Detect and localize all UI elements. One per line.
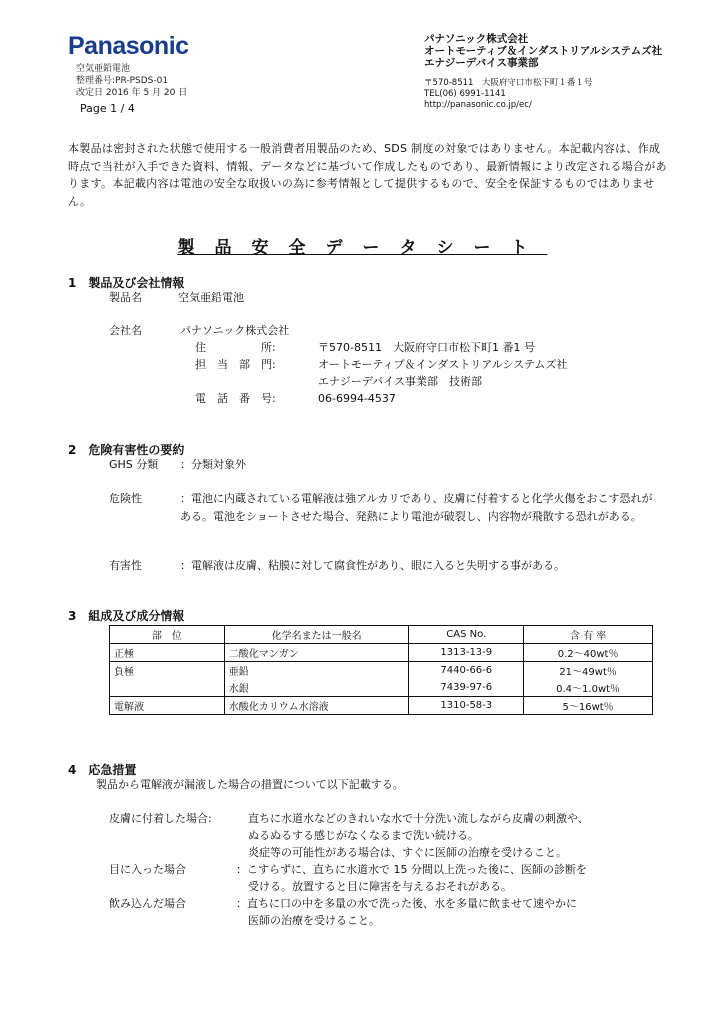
department-label: 担 当 部 門: bbox=[195, 358, 276, 371]
column-header: 含 有 率 bbox=[524, 626, 653, 644]
ghs-label: GHS 分類 bbox=[109, 458, 159, 471]
table-cell: 7440-66-6 bbox=[409, 662, 524, 680]
table-row bbox=[110, 644, 653, 662]
product-label: 製品名 bbox=[109, 291, 142, 304]
document-number: 整理番号:PR-PSDS-01 bbox=[76, 76, 169, 86]
table-cell: 0.4～1.0wt％ bbox=[524, 679, 653, 697]
table-cell: 正極 bbox=[110, 644, 225, 662]
company-address: 〒570-8511 大阪府守口市松下町１番１号 bbox=[424, 78, 593, 88]
table-row bbox=[110, 662, 653, 680]
skin-text-2: ぬるぬるする感じがなくなるまで洗い続ける。 bbox=[248, 829, 479, 842]
skin-text-1: 直ちに水道水などのきれいな水で十分洗い流しながら皮膚の刺激や、 bbox=[248, 812, 589, 825]
address-value: 〒570-8511 大阪府守口市松下町1 番1 号 bbox=[318, 341, 535, 354]
table-cell bbox=[110, 679, 225, 697]
company-tel: TEL(06) 6991-1141 bbox=[424, 89, 506, 99]
department-value: オートモーティブ＆インダストリアルシステムズ社 bbox=[318, 358, 568, 371]
document-title: 製品安全データシート bbox=[177, 238, 548, 258]
address-label: 住 所: bbox=[195, 341, 276, 354]
department-value-2: エナジーデバイス事業部 技術部 bbox=[318, 375, 483, 388]
table-cell: 21～49wt％ bbox=[524, 662, 653, 680]
company-label: 会社名 bbox=[109, 324, 142, 337]
intro-paragraph: 本製品は密封された状態で使用する一般消費者用製品のため、SDS 制度の対象ではありません。本記載内容は、作成時点で当社が入手できた資料、情報、データなどに基づいて作成したものであり、最新情報により改定される場合があります。本記載内容は電池の安全な取扱いの為に参考情報として提供するもので、安全を保証するものではありません。 bbox=[68, 142, 667, 208]
column-header: 部 位 bbox=[110, 626, 225, 644]
toxicity-label: 有害性 bbox=[109, 559, 142, 572]
section-2-heading: 2 危険有害性の要約 bbox=[68, 443, 185, 457]
page-number: Page 1 / 4 bbox=[80, 102, 135, 115]
revision-date: 改定日 2016 年 5 月 20 日 bbox=[76, 88, 188, 98]
composition-table bbox=[109, 625, 653, 715]
phone-value: 06-6994-4537 bbox=[318, 392, 396, 405]
swallow-label: 飲み込んだ場合 bbox=[109, 897, 186, 910]
company-value: パナソニック株式会社 bbox=[180, 324, 290, 337]
phone-label: 電 話 番 号: bbox=[195, 392, 276, 405]
ghs-value: ：分類対象外 bbox=[180, 458, 246, 471]
company-name: パナソニック株式会社 bbox=[424, 33, 529, 45]
eye-text-1: ：こすらずに、直ちに水道水で 15 分間以上洗った後に、医師の診断を bbox=[236, 863, 587, 876]
hazard-value: ：電池に内蔵されている電解液は強アルカリであり、皮膚に付着すると化学火傷をおこす恐れがある。電池をショートさせた場合、発熱により電池が破裂し、内容物が飛散する恐れがある。 bbox=[180, 492, 653, 523]
table-cell: 二酸化マンガン bbox=[224, 644, 409, 662]
column-header: 化学名または一般名 bbox=[224, 626, 409, 644]
hazard-label: 危険性 bbox=[109, 492, 142, 505]
table-cell: 水銀 bbox=[224, 679, 409, 697]
skin-label: 皮膚に付着した場合: bbox=[109, 812, 212, 825]
section-1-heading: 1 製品及び会社情報 bbox=[68, 276, 185, 290]
swallow-text-2: 医師の治療を受けること。 bbox=[248, 914, 380, 927]
column-header: CAS No. bbox=[409, 626, 524, 644]
table-cell: 0.2～40wt％ bbox=[524, 644, 653, 662]
table-cell: 水酸化カリウム水溶液 bbox=[224, 697, 409, 715]
table-cell: 電解液 bbox=[110, 697, 225, 715]
skin-text-3: 炎症等の可能性がある場合は、すぐに医師の治療を受けること。 bbox=[248, 846, 567, 859]
company-department: エナジーデバイス事業部 bbox=[424, 57, 539, 69]
table-cell: 1313-13-9 bbox=[409, 644, 524, 662]
eye-text-2: 受ける。放置すると目に障害を与えるおそれがある。 bbox=[248, 880, 512, 893]
table-row bbox=[110, 697, 653, 715]
table-cell: 亜鉛 bbox=[224, 662, 409, 680]
product-value: 空気亜鉛電池 bbox=[178, 291, 244, 304]
company-logo: Panasonic bbox=[68, 32, 189, 60]
table-cell: 7439-97-6 bbox=[409, 679, 524, 697]
product-name: 空気亜鉛電池 bbox=[76, 64, 131, 74]
section-4-heading: 4 応急措置 bbox=[68, 763, 137, 777]
eye-label: 目に入った場合 bbox=[109, 863, 186, 876]
table-row bbox=[110, 679, 653, 697]
table-header-row bbox=[110, 626, 653, 644]
swallow-text-1: ：直ちに口の中を多量の水で洗った後、水を多量に飲ませて速やかに bbox=[236, 897, 577, 910]
toxicity-value: ：電解液は皮膚、粘膜に対して腐食性があり、眼に入ると失明する事がある。 bbox=[180, 559, 565, 572]
first-aid-lead: 製品から電解液が漏液した場合の措置について以下記載する。 bbox=[96, 778, 404, 791]
company-url[interactable]: http://panasonic.co.jp/ec/ bbox=[424, 100, 532, 110]
table-cell: 1310-58-3 bbox=[409, 697, 524, 715]
company-division: オートモーティブ＆インダストリアルシステムズ社 bbox=[424, 45, 663, 57]
table-cell: 5～16wt％ bbox=[524, 697, 653, 715]
table-cell: 負極 bbox=[110, 662, 225, 680]
section-3-heading: 3 組成及び成分情報 bbox=[68, 609, 185, 623]
